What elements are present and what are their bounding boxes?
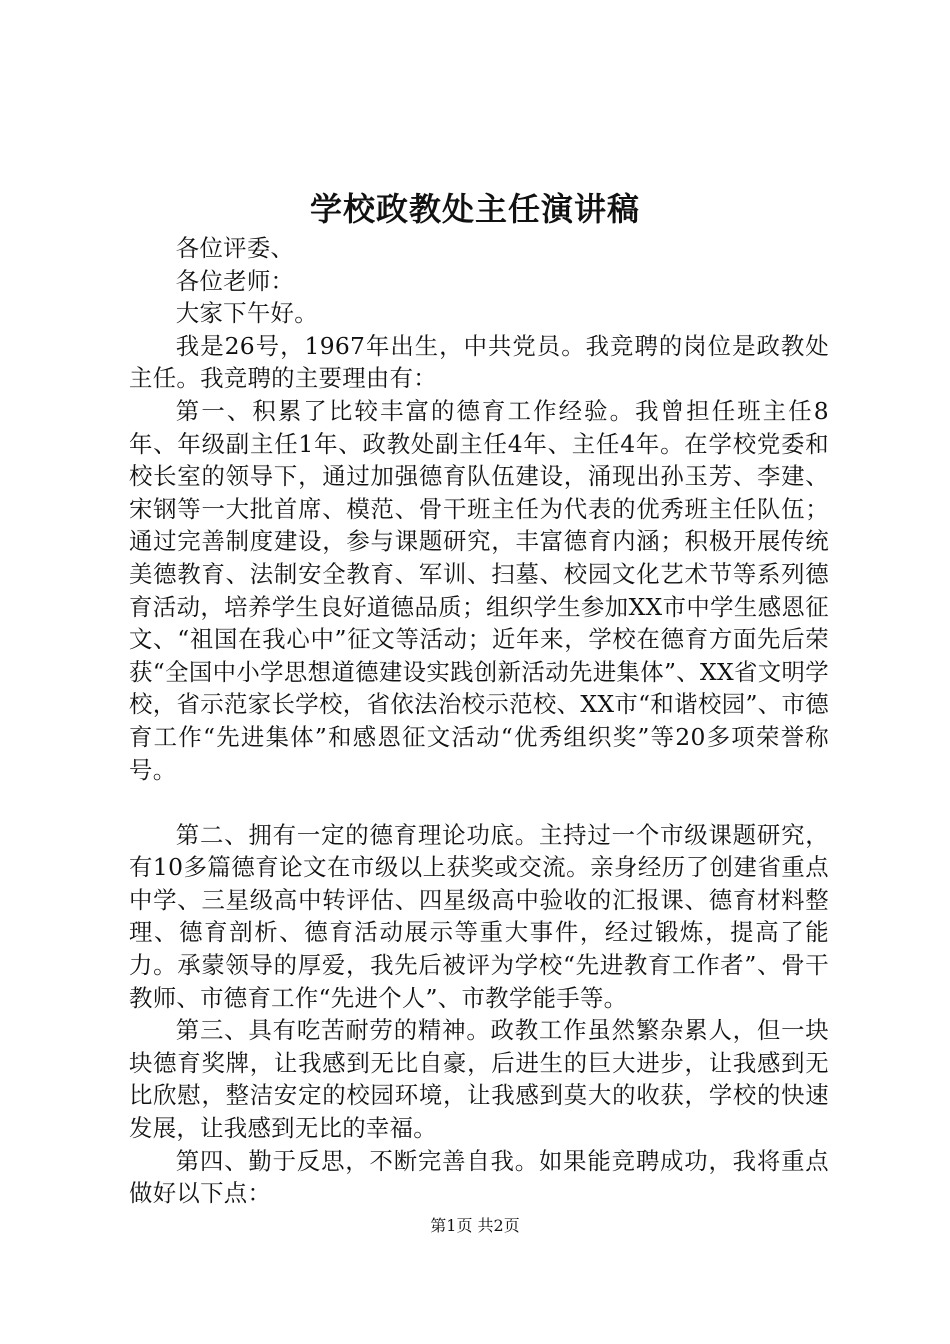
- salutation-judges: 各位评委、: [175, 234, 295, 262]
- greeting: 大家下午好。: [175, 299, 318, 328]
- paragraph-reason-1: 第一、积累了比较丰富的德育工作经验。我曾担任班主任8年、年级副主任1年、政教处副主任4年、主任4年。在学校党委和校长室的领导下，通过加强德育队伍建设，涌现出孙玉芳、李建、宋钢等一大批首席、模范、骨干班主任为代表的优秀班主任队伍；通过完善制度建设，参与课题研究，丰富德育内涵；积极开展传统美德教育、法制安全教育、军训、扫墓、校园文化艺术节等系列德育活动，培养学生良好道德品质；组织学生参加XX市中学生感恩征文、“祖国在我心中”征文等活动；近年来，学校在德育方面先后荣获“全国中小学思想道德建设实践创新活动先进集体”、XX省文明学校，省示范家长学校，省依法治校示范校、XX市“和谐校园”、市德育工作“先进集体”和感恩征文活动“优秀组织奖”等20多项荣誉称号。: [129, 396, 829, 784]
- paragraph-intro: 我是26号，1967年出生，中共党员。我竞聘的岗位是政教处主任。我竞聘的主要理由有：: [129, 331, 829, 393]
- document-title: 学校政教处主任演讲稿: [309, 190, 640, 228]
- document-body: [129, 232, 829, 1210]
- paragraph-reason-3: 第三、具有吃苦耐劳的精神。政教工作虽然繁杂累人，但一块块德育奖牌，让我感到无比自豪，后进生的巨大进步，让我感到无比欣慰，整洁安定的校园环境，让我感到莫大的收获，学校的快速发展，让我感到无比的幸福。: [129, 1016, 829, 1143]
- paragraph-reason-4: 第四、勤于反思，不断完善自我。如果能竞聘成功，我将重点做好以下点：: [129, 1146, 829, 1208]
- page-footer: 第1页 共2页: [430, 1216, 520, 1235]
- paragraph-reason-2: 第二、拥有一定的德育理论功底。主持过一个市级课题研究，有10多篇德育论文在市级以上获奖或交流。亲身经历了创建省重点中学、三星级高中转评估、四星级高中验收的汇报课、德育材料整理、德育剖析、德育活动展示等重大事件，经过锻炼，提高了能力。承蒙领导的厚爱，我先后被评为学校“先进教育工作者”、骨干教师、市德育工作“先进个人”、市教学能手等。: [129, 820, 829, 1012]
- salutation-teachers: 各位老师：: [175, 266, 295, 295]
